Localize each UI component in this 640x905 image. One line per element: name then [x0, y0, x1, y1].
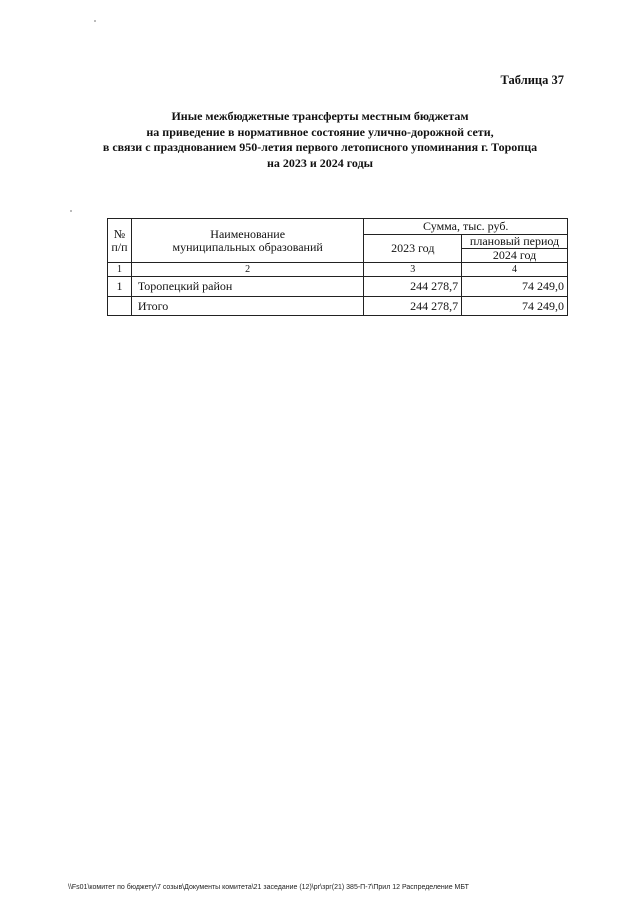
header-plan-period: плановый период — [462, 235, 568, 249]
header-name-line-1: Наименование — [210, 226, 286, 241]
scan-speck — [94, 20, 96, 22]
title-line-4: на 2023 и 2024 годы — [266, 155, 374, 170]
table-row — [108, 277, 568, 297]
header-year-2024: 2024 год — [462, 249, 568, 263]
column-number-1: 1 — [108, 263, 132, 277]
total-label: Итого — [131, 297, 364, 316]
row-value-2024: 74 249,0 — [462, 277, 568, 297]
column-number-2: 2 — [131, 263, 364, 277]
header-number-line-2: п/п — [111, 239, 128, 254]
header-year-2023: 2023 год — [364, 235, 462, 263]
column-number-4: 4 — [462, 263, 568, 277]
total-row — [108, 297, 568, 316]
total-number-cell — [108, 297, 132, 316]
row-number: 1 — [108, 277, 132, 297]
document-title — [95, 109, 545, 171]
row-municipality-name: Торопецкий район — [131, 277, 364, 297]
total-value-2023: 244 278,7 — [364, 297, 462, 316]
scan-speck — [70, 210, 72, 212]
title-line-1: Иные межбюджетные трансферты местным бюджетам — [171, 109, 469, 123]
header-sum: Сумма, тыс. руб. — [364, 219, 568, 235]
row-value-2023: 244 278,7 — [364, 277, 462, 297]
transfers-table — [107, 218, 568, 316]
header-name — [131, 219, 364, 263]
table-number-label: Таблица 37 — [500, 73, 564, 87]
total-value-2024: 74 249,0 — [462, 297, 568, 316]
header-number-line-1: № — [113, 226, 126, 241]
header-name-line-2: муниципальных образований — [172, 239, 323, 254]
title-line-3: в связи с празднованием 950-летия первого летописного упоминания г. Торопца — [102, 140, 538, 154]
header-number — [108, 219, 132, 263]
file-path-footer: \\Fs01\комитет по бюджету\7 созыв\Документы комитета\21 заседание (12)\рг\зрг(21) 385-П-7\Прил 12 Распределение МБТ — [68, 884, 469, 891]
column-number-3: 3 — [364, 263, 462, 277]
title-line-2: на приведение в нормативное состояние улично-дорожной сети, — [146, 124, 494, 139]
